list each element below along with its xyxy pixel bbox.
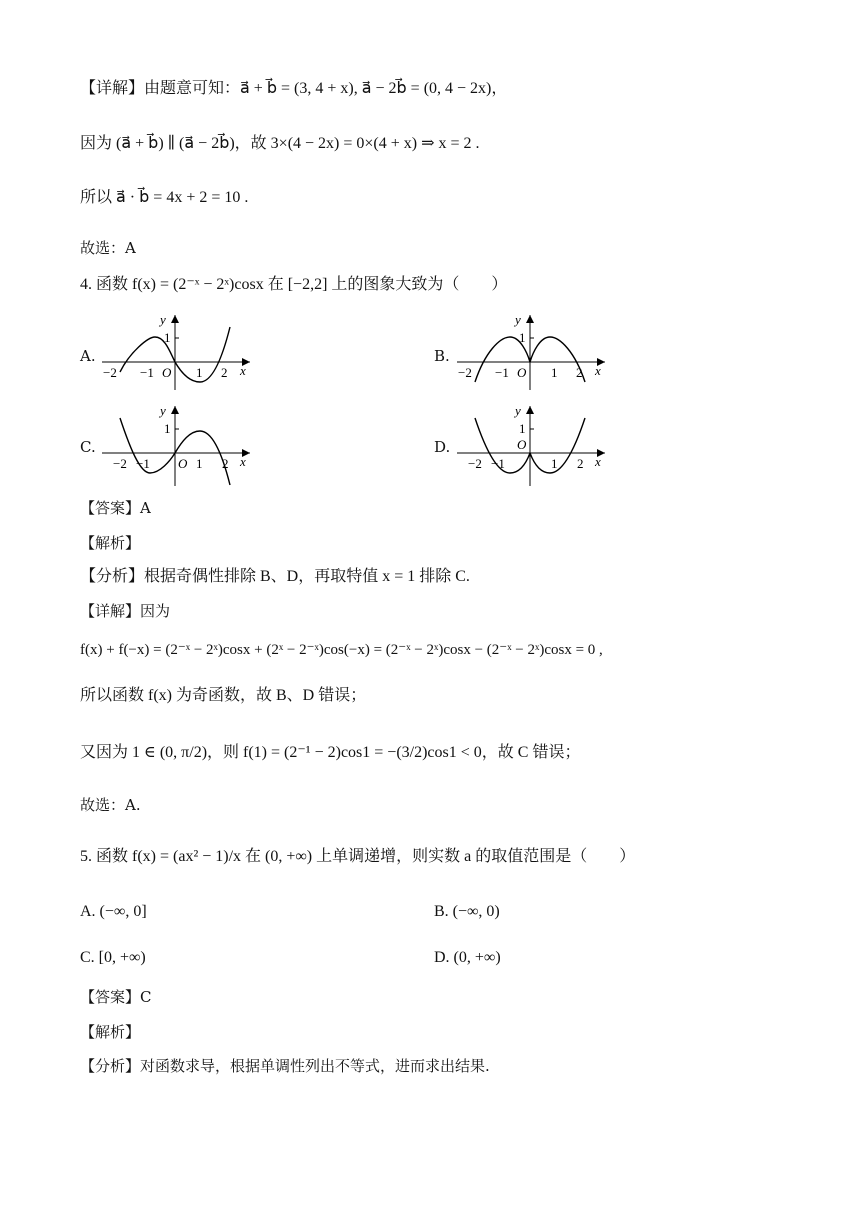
q5-option-c: C. [0, +∞): [80, 949, 146, 966]
question-5: 5. 函数 f(x) = (ax² − 1)/x 在 (0, +∞) 上单调递增，则实数 a 的取值范围是（ ）: [80, 848, 636, 865]
svg-text:O: O: [178, 456, 188, 471]
svg-text:x: x: [595, 454, 601, 469]
q5-option-a: A. (−∞, 0]: [80, 903, 147, 920]
svg-text:2: 2: [221, 365, 228, 380]
svg-text:x: x: [240, 363, 246, 378]
option-b-label: B.: [434, 347, 450, 365]
analysis-5: 【分析】对函数求导，根据单调性列出不等式，进而求出结果.: [80, 1057, 490, 1075]
svg-text:1: 1: [519, 421, 526, 436]
svg-text:2: 2: [576, 365, 583, 380]
svg-text:−2: −2: [458, 365, 472, 380]
equation-4: f(x) + f(−x) = (2⁻ˣ − 2ˣ)cosx + (2ˣ − 2⁻ˣ)cos(−x) = (2⁻ˣ − 2ˣ)cosx − (2⁻ˣ − 2ˣ)cosx = 0 ,: [80, 642, 603, 658]
analysis-4: 【分析】根据奇偶性排除 B、D，再取特值 x = 1 排除 C.: [80, 568, 470, 585]
detail-heading-4: 【详解】因为: [80, 602, 171, 620]
svg-text:−2: −2: [113, 456, 127, 471]
option-d-label: D.: [434, 438, 451, 456]
svg-text:1: 1: [196, 456, 203, 471]
svg-text:2: 2: [222, 456, 229, 471]
graph-a: [100, 312, 260, 392]
svg-text:−2: −2: [103, 365, 117, 380]
exclude-c-line: 又因为 1 ∈ (0, π/2)，则 f(1) = (2⁻¹ − 2)cos1 = −(3/2)cos1 < 0，故 C 错误；: [80, 744, 581, 761]
analysis-heading-4: 【解析】: [80, 534, 141, 552]
svg-text:y: y: [515, 312, 521, 327]
svg-text:1: 1: [519, 330, 526, 345]
answer-4: 【答案】A: [80, 499, 151, 517]
option-a-label: A.: [80, 347, 96, 365]
svg-text:−1: −1: [136, 456, 150, 471]
q5-option-d: D. (0, +∞): [434, 949, 501, 966]
svg-text:y: y: [160, 312, 166, 327]
svg-text:O: O: [162, 365, 172, 380]
choice-line-4: 故选：A.: [80, 796, 141, 814]
svg-text:1: 1: [551, 365, 558, 380]
svg-text:−2: −2: [468, 456, 482, 471]
svg-text:O: O: [517, 437, 527, 452]
option-c-label: C.: [80, 438, 96, 456]
answer-5: 【答案】C: [80, 988, 152, 1006]
svg-text:y: y: [160, 403, 166, 418]
svg-text:−1: −1: [140, 365, 154, 380]
graph-d: [455, 403, 615, 488]
svg-text:−1: −1: [491, 456, 505, 471]
analysis-heading-5: 【解析】: [80, 1023, 141, 1041]
svg-text:1: 1: [196, 365, 203, 380]
detail-line-1: 【详解】由题意可知：a⃗ + b⃗ = (3, 4 + x), a⃗ − 2b⃗ = (0, 4 − 2x)，: [80, 80, 508, 97]
graph-b: [455, 312, 615, 392]
svg-text:O: O: [517, 365, 527, 380]
svg-text:x: x: [595, 363, 601, 378]
svg-text:−1: −1: [495, 365, 509, 380]
svg-text:1: 1: [551, 456, 558, 471]
odd-function-line: 所以函数 f(x) 为奇函数，故 B、D 错误；: [80, 687, 367, 704]
svg-text:y: y: [515, 403, 521, 418]
graph-c: [100, 403, 260, 488]
svg-text:2: 2: [577, 456, 584, 471]
svg-text:x: x: [240, 454, 246, 469]
question-4: 4. 函数 f(x) = (2⁻ˣ − 2ˣ)cosx 在 [−2,2] 上的图象大致为（ ）: [80, 276, 508, 293]
choice-line: 故选：A: [80, 239, 136, 257]
detail-line-3: 所以 a⃗ · b⃗ = 4x + 2 = 10 .: [80, 189, 249, 206]
svg-text:1: 1: [164, 421, 171, 436]
svg-text:1: 1: [164, 330, 171, 345]
detail-line-2: 因为 (a⃗ + b⃗) ∥ (a⃗ − 2b⃗)，故 3×(4 − 2x) = 0×(4 + x) ⇒ x = 2 .: [80, 135, 480, 152]
q5-option-b: B. (−∞, 0): [434, 903, 500, 920]
